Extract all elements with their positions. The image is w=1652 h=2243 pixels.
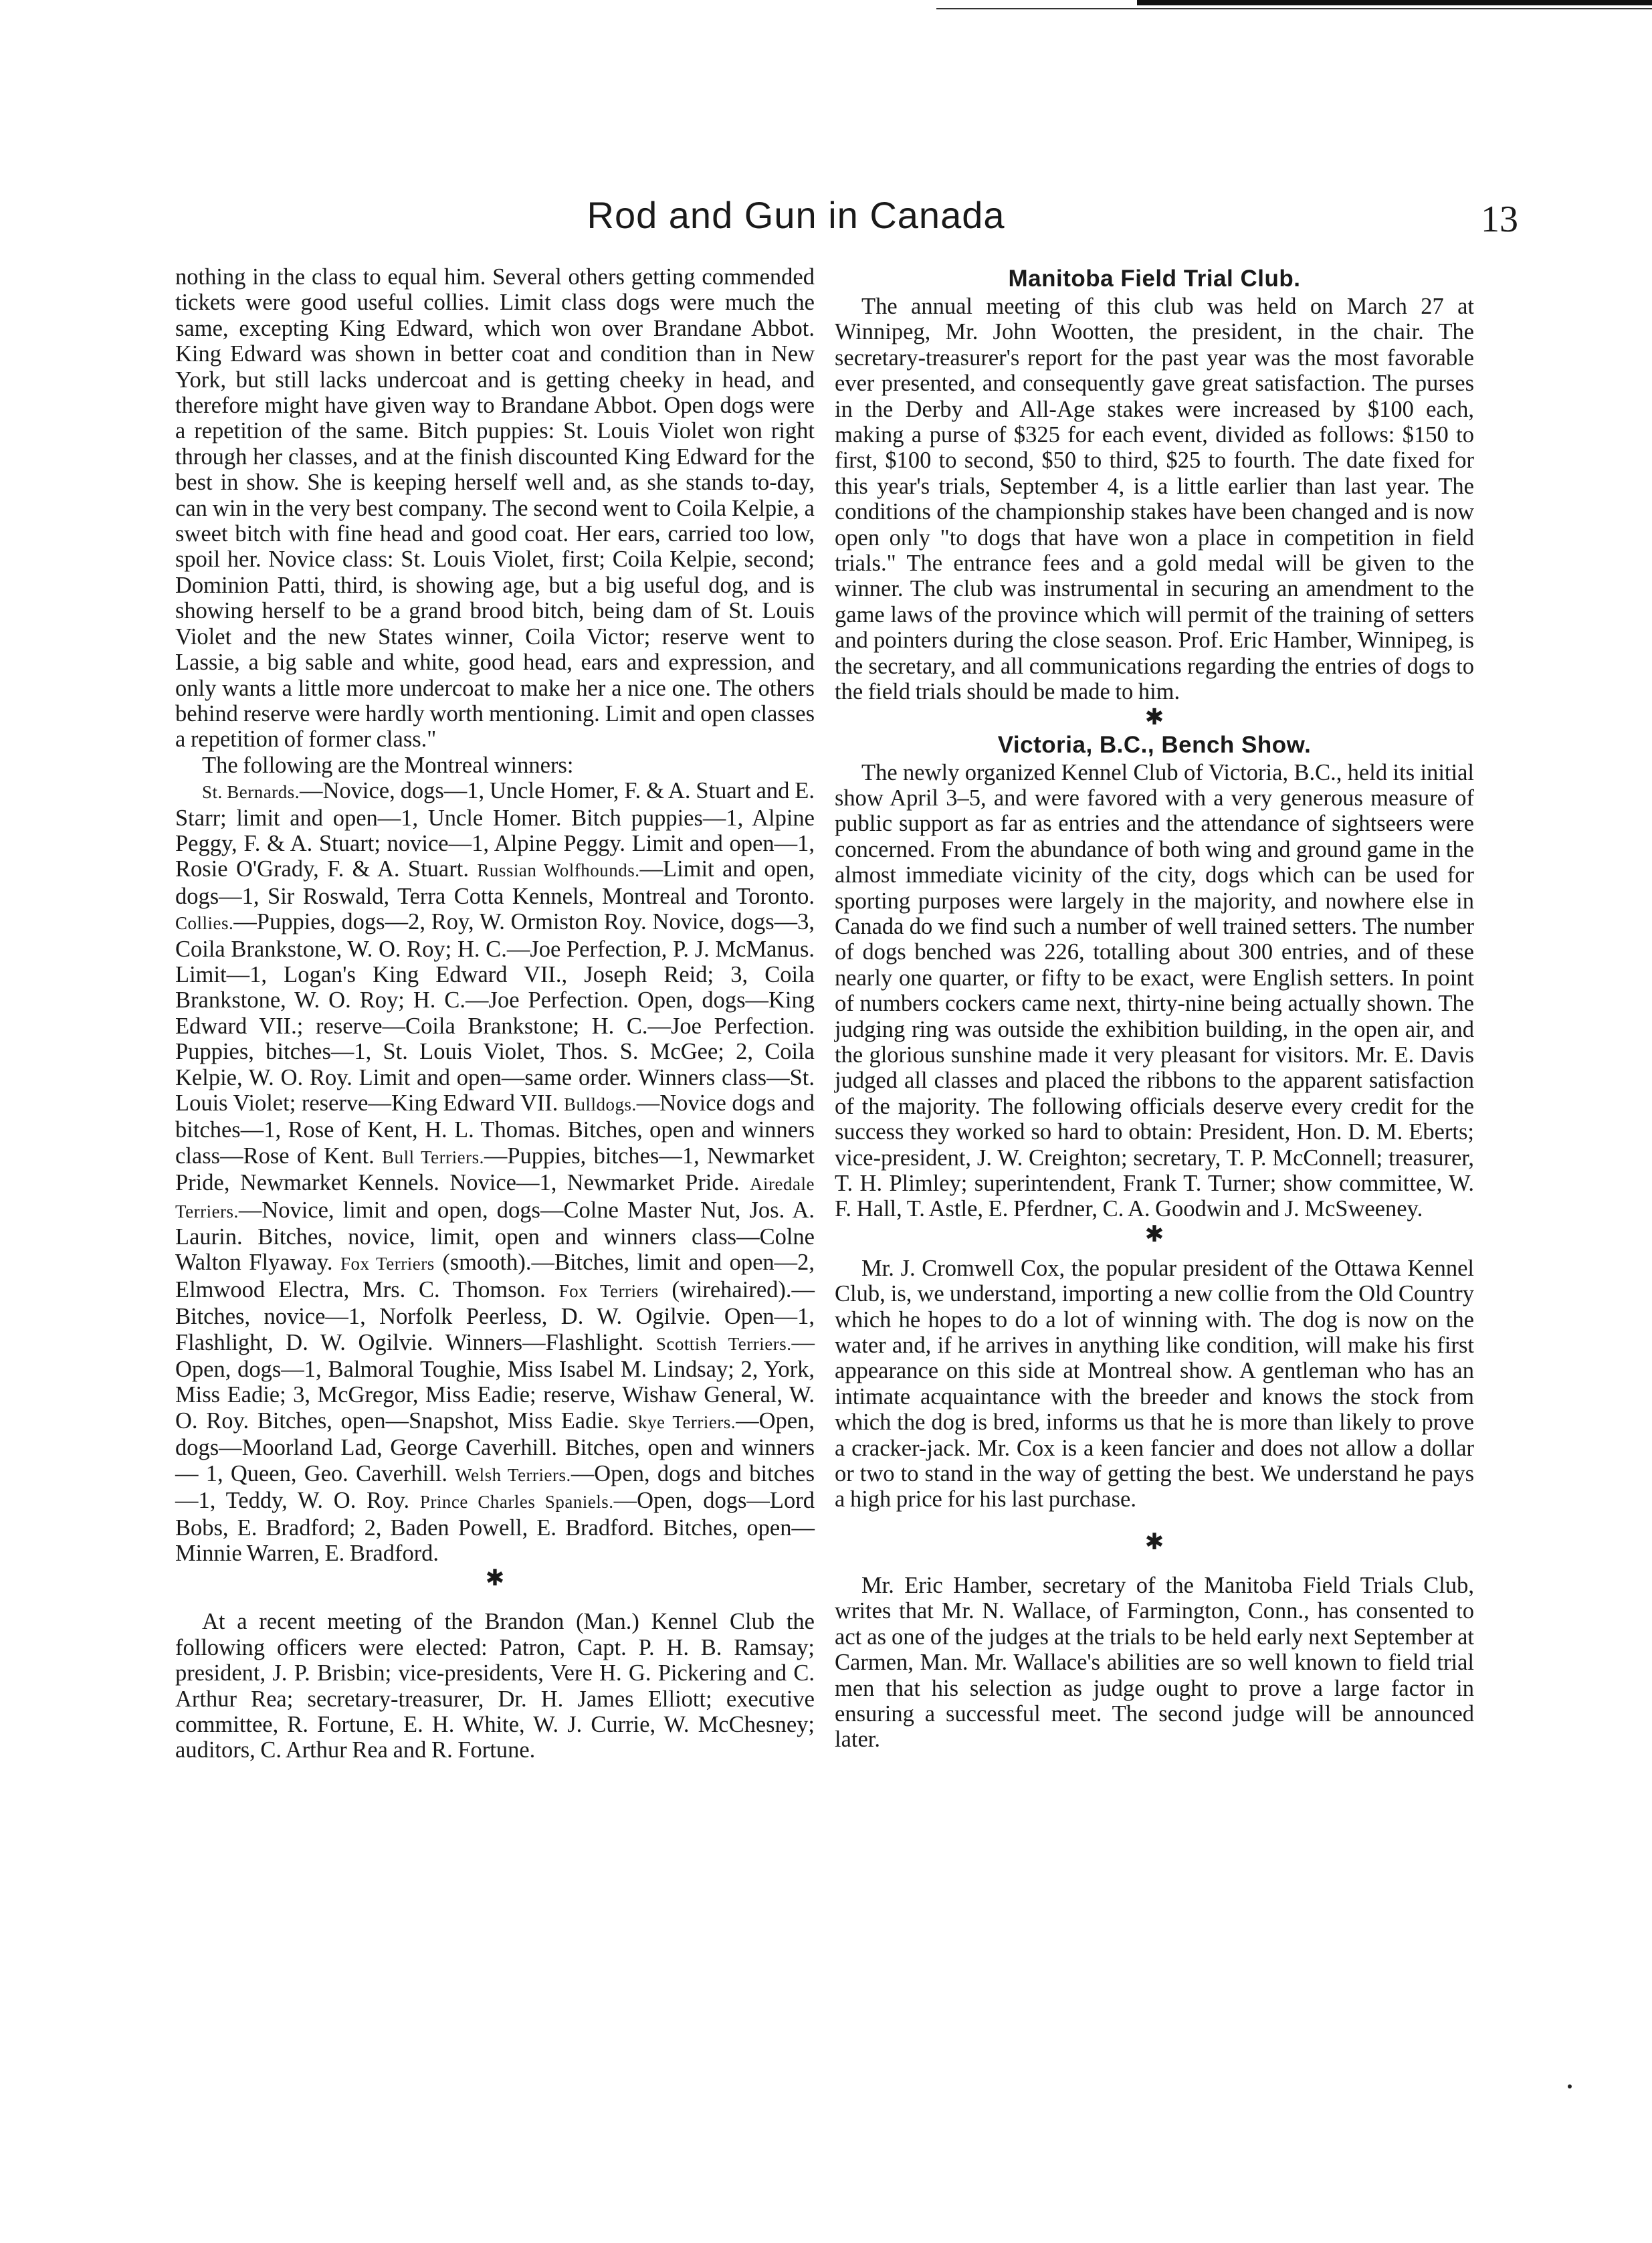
running-title: Rod and Gun in Canada — [587, 194, 1005, 236]
montreal-winners-list — [175, 778, 815, 1566]
breed-text-airedale: —Novice, limit and open, dogs—Colne Master Nut, Jos. A. Laurin. Bitches, novice, limit, open and winners class—Colne Walton Flyaway. — [175, 1197, 815, 1276]
breed-text-fox-wire: (wirehaired).—Bitches, novice—1, Norfolk Peerless, D. W. Ogilvie. Open—1, Flashlight, D. W. Ogilvie. Winners—Flashlight. — [175, 1276, 815, 1355]
breed-label-spaniels: Prince Charles Spaniels. — [419, 1492, 614, 1513]
section-divider-asterisk: ✱ — [485, 1566, 505, 1591]
heading-victoria-bench-show: Victoria, B.C., Bench Show. — [997, 731, 1312, 758]
left-column — [175, 264, 815, 1763]
breed-text-fox-smooth: (smooth).—Bitches, limit and open—2, Elmwood Electra, Mrs. C. Thomson. — [175, 1250, 815, 1302]
breed-text-spaniels: —Open, dogs—Lord Bobs, E. Bradford; 2, Baden Powell, E. Bradford. Bitches, open—Minnie Warren, E. Bradford. — [175, 1488, 815, 1566]
breed-label-collies: Collies. — [175, 913, 234, 934]
breed-label-skye: Skye Terriers. — [627, 1411, 736, 1432]
eric-hamber-paragraph: Mr. Eric Hamber, secretary of the Manitoba Field Trials Club, writes that Mr. N. Wallace, of Farmington, Conn., has consented to act as one of the judges at the trials to be held early next September at Carmen, Man. Mr. Wallace's abilities are so well known to field trial men that his selection as judge ought to prove a large factor in ensuring a successful meet. The second judge will be announced later. — [835, 1572, 1474, 1753]
heading-manitoba-field-trial-club: Manitoba Field Trial Club. — [1008, 266, 1301, 292]
breed-text-wolfhounds: —Limit and open, dogs—1, Sir Roswald, Terra Cotta Kennels, Montreal and Toronto. — [175, 856, 815, 909]
breed-text-bulldogs: —Novice dogs and bitches—1, Rose of Kent, H. L. Thomas. Bitches, open and winners class—Rose of Kent. — [175, 1090, 815, 1169]
section-divider-asterisk: ✱ — [1144, 1529, 1164, 1555]
section-divider-asterisk: ✱ — [1144, 704, 1164, 730]
breed-text-st-bernards: —Novice, dogs—1, Uncle Homer, F. & A. Stuart and E. Starr; limit and open—1, Uncle Homer. Bitch puppies—1, Alpine Peggy, F. & A. Stuart; novice—1, Alpine Peggy. Limit and open—1, Rosie O'Grady, F. & A. Stuart. — [175, 778, 815, 882]
breed-label-welsh: Welsh Terriers. — [455, 1464, 571, 1485]
breed-text-skye: —Open, dogs—Moorland Lad, George Caverhill. Bitches, open and winners — 1, Queen, Geo. Caverhill. — [175, 1407, 815, 1486]
manitoba-field-trial-paragraph: The annual meeting of this club was held on March 27 at Winnipeg, Mr. John Wootten, the president, in the chair. The secretary-treasurer's report for the past year was the most favorable ever presented, and consequently gave great satisfaction. The purses in the Derby and All-Age stakes were increased by $100 each, making a purse of $325 for each event, divided as follows: $150 to first, $100 to second, $50 to third, $25 to fourth. The date fixed for this year's trials, September 4, is a little earlier than last year. The conditions of the championship stakes have been changed and is now open only "to dogs that have won a place in competition in field trials." The entrance fees and a gold medal will be given to the winner. The club was instrumental in securing an amendment to the game laws of the province which will permit of the training of setters and pointers during the close season. Prof. Eric Hamber, Winnipeg, is the secretary, and all communications regarding the entries of dogs to the field trials should be made to him. — [835, 294, 1474, 705]
breed-label-bulldogs: Bulldogs. — [563, 1094, 637, 1114]
breed-label-st-bernards: St. Bernards. — [202, 782, 300, 803]
breed-text-bull-terriers: —Puppies, bitches—1, Newmarket Pride, Newmarket Kennels. Novice—1, Newmarket Pride. — [175, 1143, 815, 1196]
breed-label-fox-wire: Fox Terriers — [558, 1280, 659, 1301]
breed-label-airedale: Airedale Terriers. — [175, 1174, 815, 1222]
breed-text-welsh: —Open, dogs and bitches—1, Teddy, W. O. Roy. — [175, 1460, 815, 1514]
right-column — [835, 264, 1474, 1753]
victoria-bench-show-paragraph: The newly organized Kennel Club of Victoria, B.C., held its initial show April 3–5, and were favored with a very generous measure of public support as far as entries and the attendance of sightseers were concerned. From the abundance of both wing and ground game in the almost immediate vicinity of the city, dogs which can be used for sporting purposes were largely in the majority, and nowhere else in Canada do we find such a number of well trained setters. The number of dogs benched was 226, totalling about 300 entries, and of these nearly one quarter, or fifty to be exact, were English setters. In point of numbers cockers came next, thirty-nine being actually shown. The judging ring was outside the exhibition building, in the open air, and the glorious sunshine made it very pleasant for visitors. Mr. E. Davis judged all classes and placed the ribbons to the apparent satisfaction of the majority. The following officials deserve every credit for the success they worked so hard to obtain: President, Hon. D. M. Eberts; vice-president, J. W. Creighton; secretary, T. P. McConnell; treasurer, T. H. Plimley; superintendent, Frank T. Turner; show committee, W. F. Hall, T. Astle, E. Pferdner, C. A. Goodwin and J. McSweeney. — [835, 759, 1474, 1222]
top-border-thin-rule — [936, 8, 1652, 9]
top-border-rule — [1137, 0, 1652, 5]
montreal-winners-intro: The following are the Montreal winners: — [202, 752, 574, 778]
print-speck — [1568, 2084, 1572, 2088]
breed-label-wolfhounds: Russian Wolfhounds. — [477, 860, 640, 881]
collie-report-continued: nothing in the class to equal him. Several others getting commended tickets were good useful collies. Limit class dogs were much the same, excepting King Edward, which won over Brandane Abbot. King Edward was shown in better coat and condition than in New York, but still lacks undercoat and is getting cheeky in head, and therefore might have given way to Brandane Abbot. Open dogs were a repetition of the same. Bitch puppies: St. Louis Violet won right through her classes, and at the finish discounted King Edward for the best in show. She is keeping herself well and, as she stands to-day, can win in the very best company. The second went to Coila Kelpie, a sweet bitch with fine head and good coat. Her ears, carried too low, spoil her. Novice class: St. Louis Violet, first; Coila Kelpie, second; Dominion Patti, third, is showing age, but a big useful dog, and is showing herself to be a grand brood bitch, being dam of St. Louis Violet and the new States winner, Coila Victor; reserve went to Lassie, a big sable and white, good head, ears and expression, and only wants a little more undercoat to make her a nice one. The others behind reserve were hardly worth mentioning. Limit and open classes a repetition of former class." — [175, 264, 815, 753]
section-divider-asterisk: ✱ — [1144, 1222, 1164, 1247]
breed-label-fox-smooth: Fox Terriers — [340, 1254, 435, 1274]
breed-text-collies: —Puppies, dogs—2, Roy, W. Ormiston Roy. Novice, dogs—3, Coila Brankstone, W. O. Roy; H. C.—Joe Perfection, P. J. McManus. Limit—1, Logan's King Edward VII., Joseph Reid; 3, Coila Brankstone, W. O. Roy; H. C.—Joe Perfection. Open, dogs—King Edward VII.; reserve—Coila Brankstone; H. C.—Joe Perfection. Puppies, bitches—1, St. Louis Violet, Thos. S. McGee; 2, Coila Kelpie, W. O. Roy. Limit and open—same order. Winners class—St. Louis Violet; reserve—King Edward VII. — [175, 909, 815, 1116]
page-number: 13 — [1481, 199, 1518, 240]
breed-label-bull-terriers: Bull Terriers. — [382, 1147, 484, 1167]
brandon-kennel-club-paragraph: At a recent meeting of the Brandon (Man.) Kennel Club the following officers were elected: Patron, Capt. P. H. B. Ramsay; president, J. P. Brisbin; vice-presidents, Vere H. G. Pickering and C. Arthur Rea; secretary-treasurer, Dr. H. James Elliott; executive committee, R. Fortune, E. H. White, W. J. Currie, W. McChesney; auditors, C. Arthur Rea and R. Fortune. — [175, 1609, 815, 1763]
breed-label-scottish: Scottish Terriers. — [655, 1333, 792, 1354]
cromwell-cox-paragraph: Mr. J. Cromwell Cox, the popular president of the Ottawa Kennel Club, is, we understand, importing a new collie from the Old Country which he hopes to do a lot of winning with. The dog is now on the water and, if he arrives in anything like condition, will make his first appearance on this side at Montreal show. A gentleman who has an intimate acquaintance with the breeder and knows the stock from which the dog is bred, informs us that he is more than likely to prove a cracker-jack. Mr. Cox is a keen fancier and does not allow a dollar or two to stand in the way of getting the best. We understand he pays a high price for his last purchase. — [835, 1255, 1474, 1513]
breed-text-scottish: —Open, dogs—1, Balmoral Toughie, Miss Isabel M. Lindsay; 2, York, Miss Eadie; 3, McGregor, Miss Eadie; reserve, Wishaw General, W. O. Roy. Bitches, open—Snapshot, Miss Eadie. — [175, 1329, 815, 1434]
